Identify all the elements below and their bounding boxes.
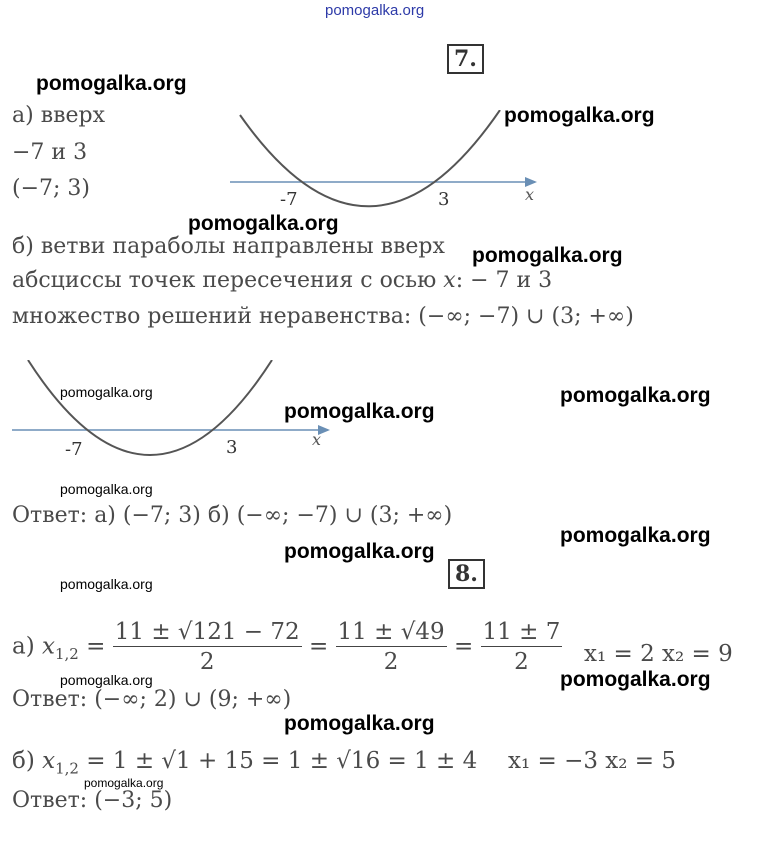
task-7-a-line-2: −7 и 3 — [12, 140, 88, 165]
watermark: pomogalka.org — [284, 712, 435, 735]
task-8-a-frac-2-den: 2 — [383, 649, 399, 675]
graph-1-left-label: -7 — [280, 189, 298, 210]
task-8-b-expr: = 1 ± √1 + 15 = 1 ± √16 = 1 ± 4 — [78, 748, 478, 774]
task-8-a-frac-3 — [481, 618, 563, 677]
watermark: pomogalka.org — [60, 481, 153, 497]
task-8-number: 8. — [448, 559, 485, 589]
task-8-a-frac-2-num: 11 ± √49 — [337, 619, 445, 645]
task-8-a-eq-3: = — [446, 633, 481, 660]
task-8-a-var: x — [42, 633, 55, 660]
task-8-b-var: x — [42, 748, 56, 774]
task-8-b-answer: Ответ: (−3; 5) — [12, 788, 173, 813]
task-8-a-frac-1-den: 2 — [199, 649, 215, 675]
task-7-a-line-1: а) вверх — [12, 103, 105, 128]
task-8-a-eq-1: = — [78, 633, 113, 660]
task-8-a-prefix: а) — [12, 633, 42, 660]
task-8-b-prefix: б) — [12, 748, 43, 774]
task-8-b-roots: x₁ = −3 x₂ = 5 — [508, 748, 677, 774]
task-7-b-line-2-var: x — [443, 268, 456, 293]
graph-2-left-label: -7 — [65, 439, 83, 460]
watermark: pomogalka.org — [284, 540, 435, 563]
watermark: pomogalka.org — [36, 72, 187, 95]
watermark-top: pomogalka.org — [325, 2, 425, 19]
task-8-b-equation — [12, 748, 477, 778]
task-7-b-line-3: множество решений неравенства: (−∞; −7) ∪ (3; +∞) — [12, 304, 634, 329]
graph-2-right-label: 3 — [226, 437, 238, 458]
watermark: pomogalka.org — [472, 244, 623, 267]
watermark: pomogalka.org — [560, 668, 711, 691]
task-8-a-frac-3-num: 11 ± 7 — [482, 619, 561, 645]
task-8-a-sub: 1,2 — [54, 645, 79, 664]
task-7-b-line-2-text: абсциссы точек пересечения с осью — [12, 268, 444, 293]
watermark: pomogalka.org — [188, 212, 339, 235]
task-8-a-answer: Ответ: (−∞; 2) ∪ (9; +∞) — [12, 687, 292, 712]
task-7-b-line-2 — [12, 268, 552, 294]
task-8-a-frac-3-den: 2 — [514, 649, 529, 675]
watermark: pomogalka.org — [560, 384, 711, 407]
watermark: pomogalka.org — [60, 384, 153, 400]
watermark: pomogalka.org — [84, 776, 164, 790]
task-7-answer: Ответ: а) (−7; 3) б) (−∞; −7) ∪ (3; +∞) — [12, 503, 453, 528]
task-8-a-frac-1-num: 11 ± √121 − 72 — [114, 619, 300, 645]
task-8-b-sub: 1,2 — [55, 759, 79, 778]
watermark: pomogalka.org — [60, 576, 153, 592]
task-8-a-roots: x₁ = 2 x₂ = 9 — [584, 641, 733, 667]
watermark: pomogalka.org — [284, 400, 435, 423]
watermark: pomogalka.org — [504, 104, 655, 127]
graph-1-parabola — [240, 110, 500, 206]
task-8-a-frac-1 — [113, 618, 302, 677]
graph-2-axis-label: x — [312, 430, 322, 449]
parabola-graph-1 — [225, 110, 545, 215]
task-8-a-equation — [12, 618, 562, 677]
task-7-a-line-3: (−7; 3) — [12, 176, 90, 201]
task-7-b-line-2-values: : − 7 и 3 — [455, 268, 553, 293]
task-8-a-eq-2: = — [301, 633, 336, 660]
watermark: pomogalka.org — [560, 524, 711, 547]
graph-1-axis-label: x — [525, 185, 535, 204]
graph-1-right-label: 3 — [438, 189, 450, 210]
task-7-b-line-1: б) ветви параболы направлены вверх — [12, 234, 445, 259]
task-7-number: 7. — [447, 44, 484, 74]
task-8-a-frac-2 — [336, 618, 447, 677]
watermark: pomogalka.org — [60, 672, 153, 688]
